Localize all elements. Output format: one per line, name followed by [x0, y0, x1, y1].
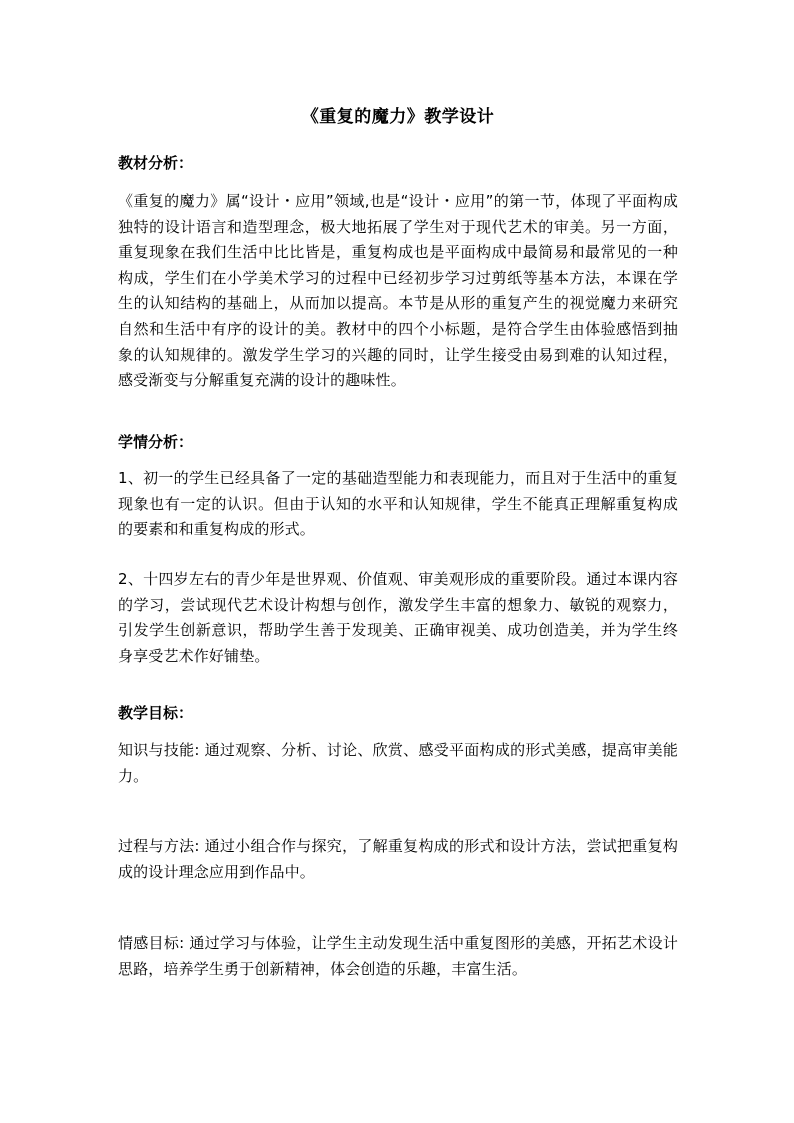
document-title: 《重复的魔力》教学设计 [301, 107, 495, 127]
goal-process-paragraph: 过程与方法: 通过小组合作与探究，了解重复构成的形式和设计方法，尝试把重复构成的设计理念应用到作品中。 [118, 837, 678, 881]
section-heading-students: 学情分析： [118, 433, 194, 451]
students-analysis-point-2: 2、十四岁左右的青少年是世界观、价值观、审美观形成的重要阶段。通过本课内容的学习，尝试现代艺术设计构想与创作，激发学生丰富的想象力、敏锐的观察力，引发学生创新意识，帮助学生善于发现美、正确审视美、成功创造美，并为学生终身享受艺术作好铺垫。 [118, 570, 678, 665]
goal-emotion-paragraph: 情感目标: 通过学习与体验，让学生主动发现生活中重复图形的美感，开拓艺术设计思路，培养学生勇于创新精神，体会创造的乐趣，丰富生活。 [118, 934, 678, 978]
students-analysis-point-1: 1、初一的学生已经具备了一定的基础造型能力和表现能力，而且对于生活中的重复现象也有一定的认识。但由于认知的水平和认知规律，学生不能真正理解重复构成的要素和和重复构成的形式。 [118, 469, 678, 539]
section-heading-goals: 教学目标： [118, 704, 194, 722]
goal-knowledge-paragraph: 知识与技能: 通过观察、分析、讨论、欣赏、感受平面构成的形式美感，提高审美能力。 [118, 741, 678, 785]
material-analysis-paragraph: 《重复的魔力》属“设计・应用”领域,也是“设计・应用”的第一节，体现了平面构成独特的设计语言和造型理念，极大地拓展了学生对于现代艺术的审美。另一方面，重复现象在我们生活中比比皆是，重复构成也是平面构成中最简易和最常见的一种构成，学生们在小学美术学习的过程中已经初步学习过剪纸等基本方法，本课在学生的认知结构的基础上，从而加以提高。本节是从形的重复产生的视觉魔力来研究自然和生活中有序的设计的美。教材中的四个小标题，是符合学生由体验感悟到抽象的认知规律的。激发学生学习的兴趣的同时，让学生接受由易到难的认知过程，感受渐变与分解重复充满的设计的趣味性。 [118, 192, 678, 390]
section-heading-material: 教材分析： [118, 154, 194, 172]
